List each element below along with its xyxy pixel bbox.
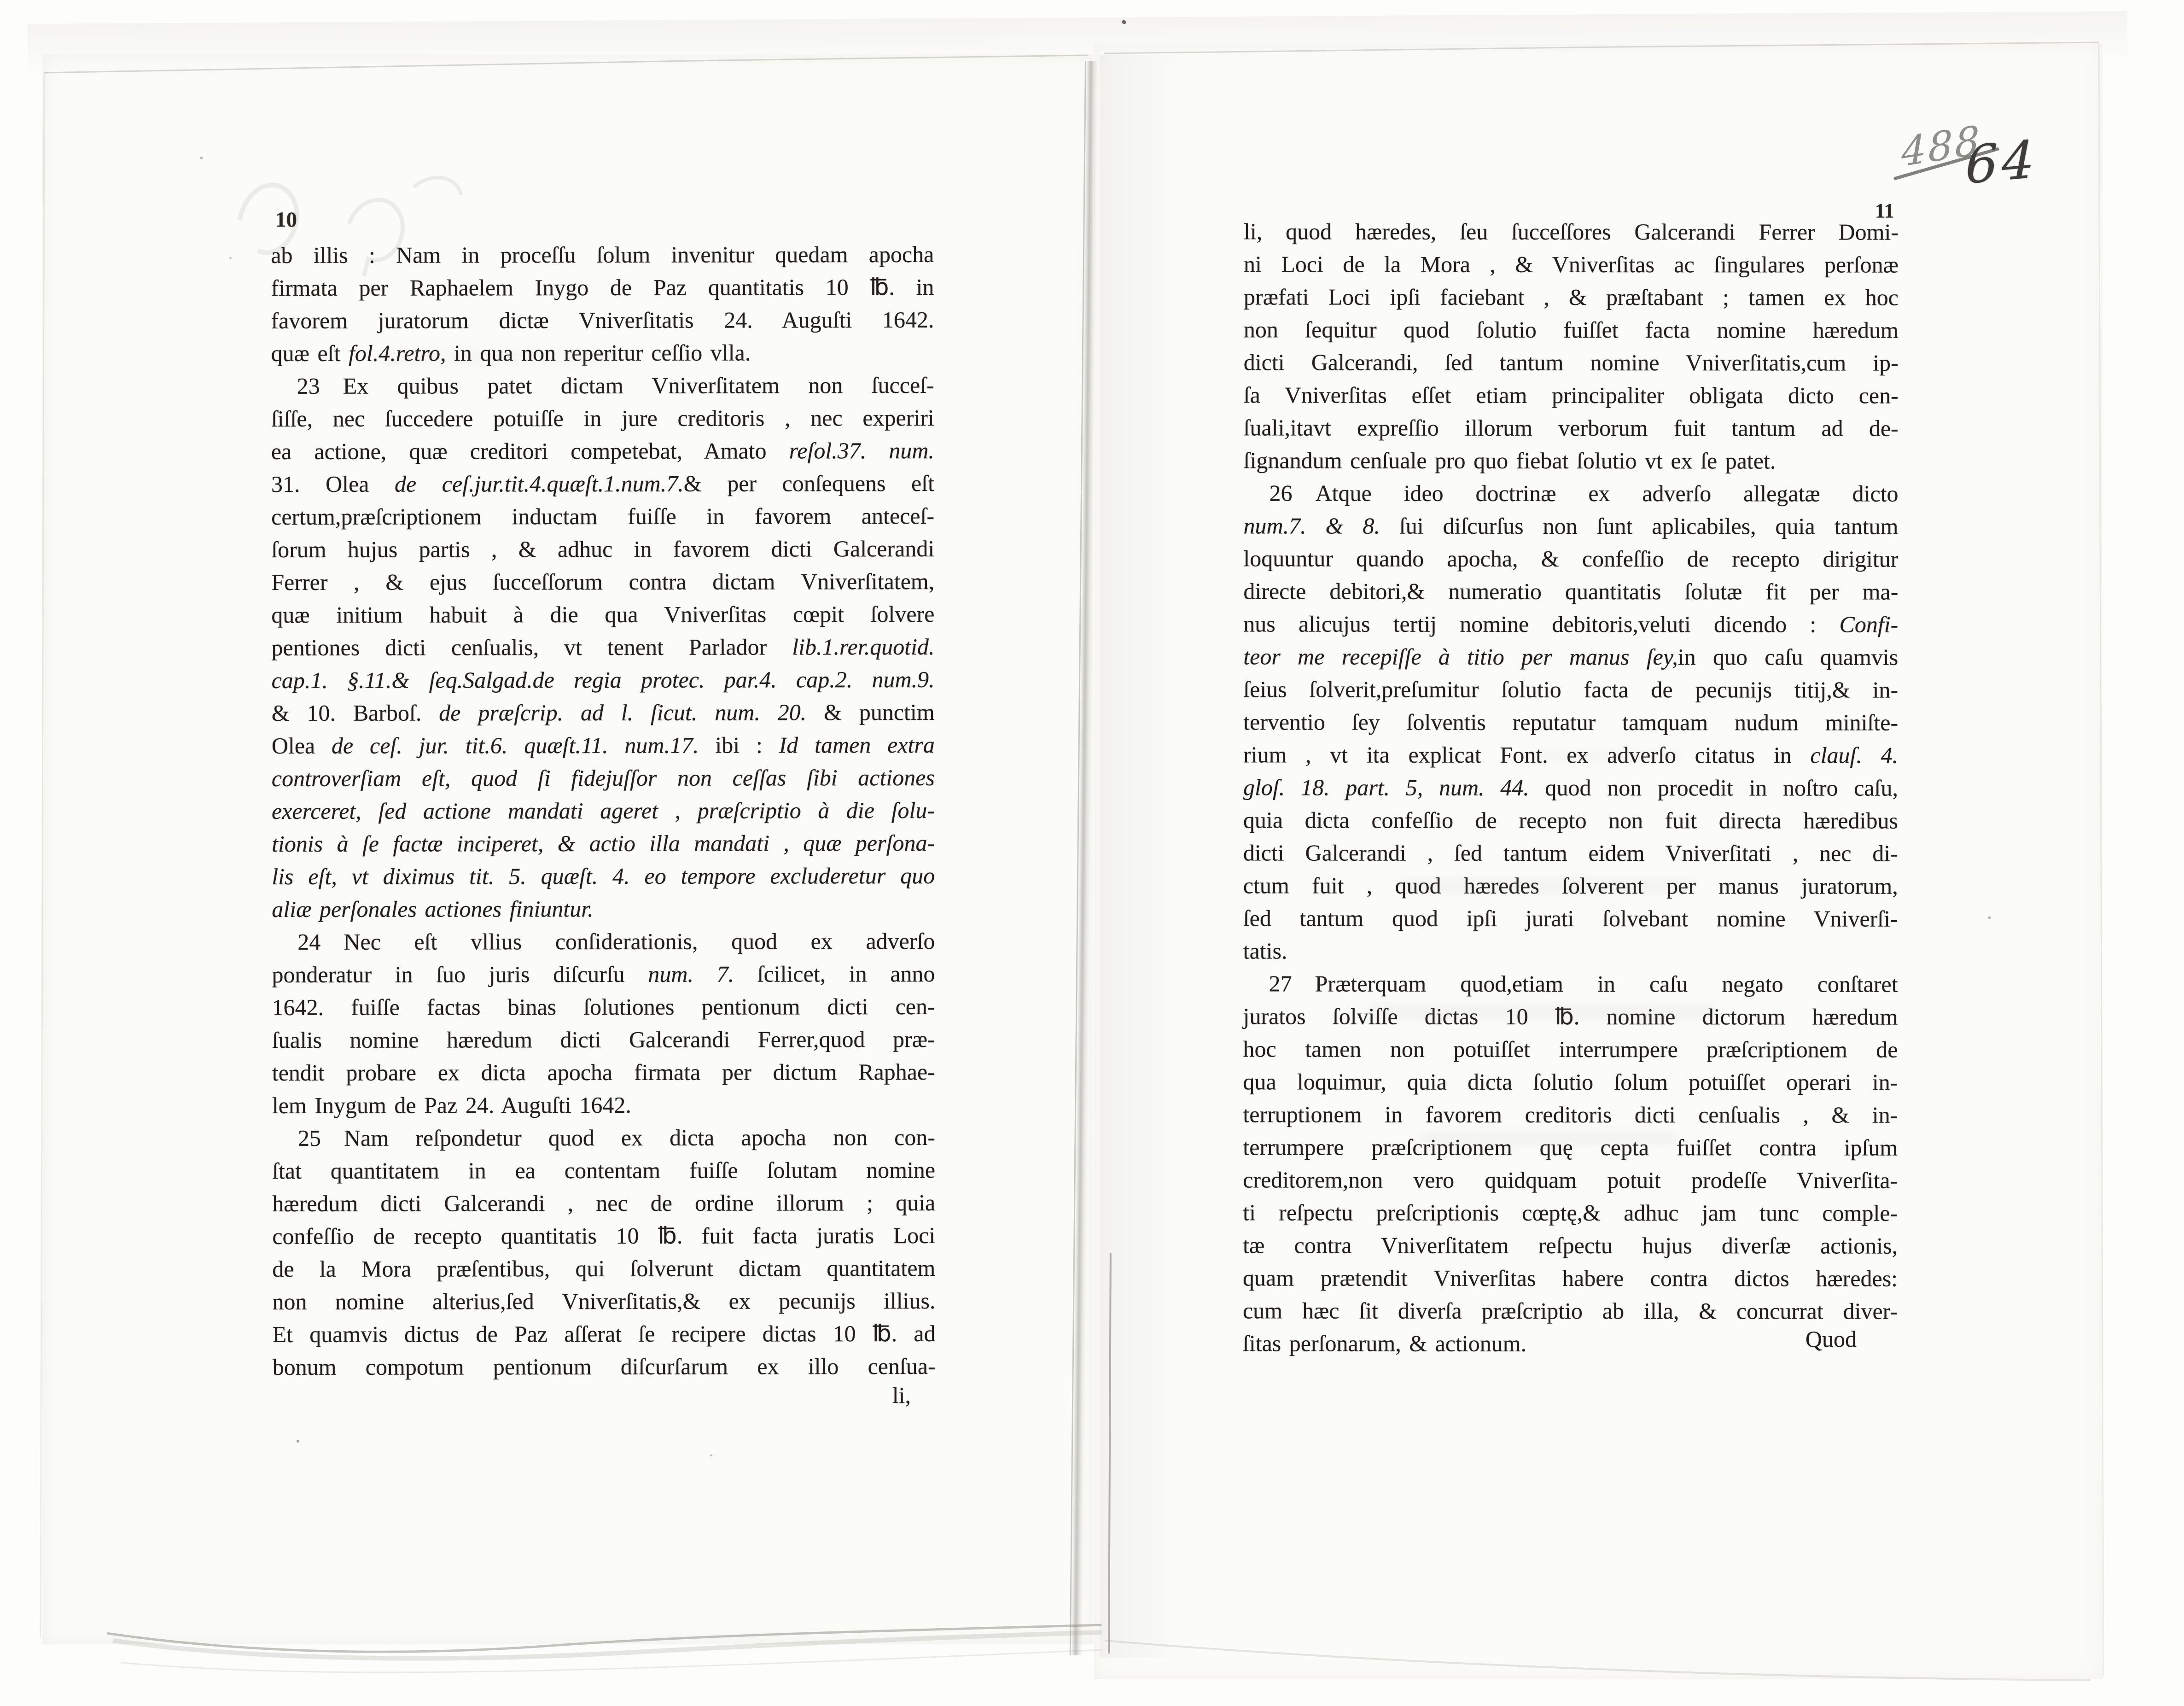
text-segment: terventio ſey ſolventis reputatur tamquam nudum miniſte- — [1243, 709, 1899, 736]
text-line — [1243, 804, 1898, 837]
text-line — [272, 1219, 935, 1253]
text-segment: dicti Galcerandi , ſed tantum eidem Vniverſitati , nec di- — [1243, 840, 1898, 866]
text-segment: & per conſequens eſt — [683, 470, 935, 497]
text-line — [1243, 935, 1898, 968]
text-segment: 31. Olea — [271, 471, 395, 497]
text-line — [1243, 836, 1898, 870]
text-segment: in quo caſu quamvis — [1677, 644, 1899, 670]
italic-text-segment: lis eſt, vt diximus tit. 5. quæſt. 4. eo tempore excluderetur quo — [272, 862, 935, 890]
italic-text-segment: fol.4.retro, — [348, 340, 446, 366]
text-segment: cum hæc ſit diverſa præſcriptio ab illa, & concurrat diver- — [1242, 1297, 1898, 1324]
dust-speck — [710, 1455, 712, 1456]
text-segment: Olea — [271, 732, 332, 759]
italic-text-segment: de ceſ. jur. tit.6. quæſt.11. num.17. — [331, 732, 716, 759]
italic-text-segment: gloſ. 18. part. 5, num. 44. — [1243, 774, 1545, 800]
handwritten-folio-number: 64 — [1965, 129, 2038, 196]
text-line — [271, 565, 934, 599]
text-line — [1243, 902, 1898, 935]
text-line — [271, 304, 934, 337]
text-line — [1244, 379, 1899, 412]
text-line — [272, 827, 935, 860]
italic-text-segment: exerceret, ſed actione mandati ageret , præſcriptio à die ſolu- — [271, 797, 935, 824]
text-segment: 27 Præterquam quod,etiam in caſu negato conſtaret — [1269, 970, 1898, 997]
text-segment: ſitas perſonarum, & actionum. — [1242, 1330, 1527, 1356]
text-segment: quæ eſt — [271, 340, 349, 367]
text-line — [272, 1121, 935, 1155]
text-line — [272, 696, 935, 730]
text-line — [271, 532, 934, 566]
right-text-block — [1243, 215, 1899, 1360]
text-segment: hæredum dicti Galcerandi , nec de ordine illorum ; quia — [272, 1189, 936, 1217]
bleedthrough-smudge — [378, 350, 617, 366]
text-segment: ponderatur in ſuo juris diſcurſu — [272, 961, 648, 988]
italic-text-segment: teor me recepiſſe à titio per manus ſey, — [1243, 643, 1678, 670]
text-line — [1243, 1294, 1898, 1327]
text-line — [271, 369, 934, 403]
text-segment: ctum fuit , quod hæredes ſolverent per manus juratorum, — [1243, 872, 1898, 899]
text-segment: qua loquimur, quia dicta ſolutio ſolum potuiſſet operari in- — [1243, 1069, 1898, 1095]
text-segment: in qua non reperitur ceſſio vlla. — [446, 339, 751, 366]
text-segment: terrumpere præſcriptionem quę cepta fuiſſet contra ipſum — [1243, 1134, 1898, 1161]
text-line — [271, 500, 934, 533]
handwritten-crossed-number: 488 — [1901, 117, 1982, 176]
dust-speck — [229, 257, 232, 259]
text-segment: & 10. Barboſ. — [271, 700, 439, 726]
text-line — [1243, 967, 1898, 1000]
text-segment: quod non procedit in noſtro caſu, — [1545, 774, 1899, 801]
italic-text-segment: aliæ perſonales actiones finiuntur. — [272, 896, 594, 923]
text-line — [1244, 477, 1899, 510]
text-segment: dicti Galcerandi, ſed tantum nomine Vniverſitatis,cum ip- — [1243, 349, 1899, 376]
text-line — [1243, 1196, 1898, 1229]
text-segment: ab illis : Nam in proceſſu ſolum invenitur quedam apocha — [271, 241, 934, 269]
text-line — [272, 958, 935, 991]
text-line — [272, 1285, 935, 1318]
dust-speck — [297, 1440, 299, 1443]
text-segment: nus alicujus tertij nomine debitoris,veluti dicendo : — [1243, 611, 1840, 637]
text-line — [271, 598, 934, 631]
text-segment: ibi : — [715, 732, 779, 758]
text-segment: juratos ſolviſſe dictas 10 ℔. nomine dictorum hæredum — [1243, 1003, 1898, 1030]
text-line — [1244, 280, 1899, 314]
italic-text-segment: controverſiam eſt, quod ſi fidejuſſor non ceſſas ſibi actiones — [271, 764, 935, 792]
bleedthrough-smudge — [1400, 877, 1695, 894]
deckle-edge-right — [1105, 1641, 2091, 1680]
text-segment: 24 Nec eſt vllius conſiderationis, quod ex adverſo — [297, 928, 935, 955]
text-line — [271, 271, 934, 304]
text-segment: ni Loci de la Mora , & Vniverſitas ac ſingulares perſonæ — [1243, 251, 1899, 278]
text-line — [271, 631, 934, 664]
text-line — [1243, 1262, 1898, 1295]
text-line — [1243, 706, 1898, 739]
text-line — [1244, 411, 1899, 444]
text-segment: tæ contra Vniverſitatem reſpectu hujus diverſæ actionis, — [1243, 1232, 1898, 1259]
text-line — [1244, 313, 1899, 346]
text-segment: ſa Vniverſitas eſſet etiam principaliter obligata dicto cen- — [1243, 382, 1899, 409]
text-line — [273, 1317, 936, 1351]
text-line — [272, 1186, 935, 1220]
text-line — [1244, 248, 1899, 281]
left-text-block — [271, 238, 935, 1384]
text-segment: certum,præſcriptionem inductam fuiſſe in favorem anteceſ- — [271, 502, 935, 530]
bleedthrough-smudge — [1421, 1131, 1678, 1146]
text-segment: terruptionem in favorem creditoris dicti cenſualis , & in- — [1243, 1101, 1898, 1128]
text-line — [1243, 1033, 1898, 1066]
text-segment: ſtat quantitatem in ea contentam fuiſſe ſolutam nomine — [272, 1157, 936, 1184]
text-line — [1243, 673, 1898, 706]
text-segment: bonum compotum pentionum diſcurſarum ex illo cenſua- — [272, 1353, 936, 1380]
catchword-left: li, — [892, 1382, 911, 1408]
text-segment: quæ initium habuit à die qua Vniverſitas cœpit ſolvere — [271, 601, 935, 628]
text-line — [1244, 215, 1899, 248]
italic-text-segment: num.7. & 8. — [1243, 513, 1399, 539]
text-line — [1243, 542, 1898, 575]
italic-text-segment: cap.1. §.11.& ſeq.Salgad.de regia protec. par.4. cap.2. num.9. — [271, 666, 935, 694]
text-segment: ſualis nomine hæredum dicti Galcerandi Ferrer,quod præ- — [272, 1026, 935, 1053]
text-line — [1244, 444, 1899, 477]
italic-text-segment: clauſ. 4. — [1810, 742, 1899, 768]
text-line — [272, 663, 935, 697]
text-segment: ti reſpectu preſcriptionis cœptę,& adhuc jam tunc comple- — [1243, 1199, 1898, 1226]
text-segment: ſiſſe, nec ſuccedere potuiſſe in jure creditoris , nec experiri — [271, 404, 934, 432]
text-line — [272, 761, 935, 795]
italic-text-segment: Confi- — [1839, 611, 1899, 637]
text-line — [273, 1350, 936, 1384]
italic-text-segment: de præſcrip. ad l. ſicut. num. 20. — [439, 699, 824, 726]
text-segment: firmata per Raphaelem Inygo de Paz quantitatis 10 ℔. in — [271, 274, 934, 301]
text-line — [1243, 608, 1898, 641]
text-segment: hoc tamen non potuiſſet interrumpere præſcriptionem de — [1243, 1036, 1898, 1063]
italic-text-segment: de ceſ.jur.tit.4.quæſt.1.num.7. — [394, 470, 684, 497]
text-line — [271, 467, 934, 501]
text-segment: ſui diſcurſus non ſunt aplicabiles, quia tantum — [1399, 513, 1899, 539]
text-segment: lem Inygum de Paz 24. Auguſti 1642. — [272, 1092, 631, 1119]
bleedthrough-smudge — [1365, 1004, 1715, 1022]
text-segment: 23 Ex quibus patet dictam Vniverſitatem non ſucceſ- — [297, 372, 934, 399]
text-segment: & punctim — [824, 699, 935, 725]
text-line — [1243, 1163, 1898, 1197]
text-line — [1243, 1065, 1898, 1098]
text-segment: favorem juratorum dictæ Vniverſitatis 24. Auguſti 1642. — [271, 306, 934, 334]
text-line — [272, 729, 935, 762]
text-line — [272, 1023, 935, 1057]
text-line — [272, 794, 935, 828]
text-segment: loquuntur quando apocha, & confeſſio de recepto dirigitur — [1243, 545, 1899, 572]
text-segment: 25 Nam reſpondetur quod ex dicta apocha non con- — [297, 1124, 936, 1151]
text-segment: ſignandum cenſuale pro quo fiebat ſolutio vt ex ſe patet. — [1243, 447, 1776, 474]
italic-text-segment: Id tamen extra — [779, 731, 935, 758]
text-segment: ſeius ſolverit,preſumitur ſolutio facta de pecunijs titij,& in- — [1243, 676, 1899, 703]
text-line — [1243, 1229, 1898, 1262]
text-segment: tatis. — [1243, 938, 1287, 964]
italic-text-segment: num. 7. — [648, 961, 757, 987]
text-segment: quam prætendit Vniverſitas habere contra dictos hæredes: — [1243, 1265, 1898, 1291]
text-line — [271, 434, 934, 468]
italic-text-segment: reſol.37. num. — [789, 437, 934, 464]
text-segment: rium , vt ita explicat Font. ex adverſo citatus in — [1243, 742, 1811, 768]
text-segment: ea actione, quæ creditori competebat, Amato — [271, 438, 789, 465]
text-segment: non ſequitur quod ſolutio fuiſſet facta nomine hæredum — [1243, 316, 1899, 343]
text-line — [272, 990, 935, 1024]
text-segment: non nomine alterius,ſed Vniverſitatis,& ex pecunijs illius. — [272, 1287, 936, 1315]
text-segment: creditorem,non vero quidquam potuit prodeſſe Vniverſita- — [1243, 1167, 1898, 1193]
text-line — [272, 892, 935, 926]
italic-text-segment: lib.1.rer.quotid. — [792, 633, 935, 660]
text-segment: li, quod hæredes, ſeu ſucceſſores Galcerandi Ferrer Domi- — [1244, 218, 1899, 245]
text-segment: ſed tantum quod ipſi jurati ſolvebant nomine Vniverſi- — [1243, 905, 1898, 932]
text-segment: Ferrer , & ejus ſucceſſorum contra dictam Vniverſitatem, — [271, 568, 935, 596]
text-line — [271, 238, 934, 272]
text-segment: de la Mora præſentibus, qui ſolverunt dictam quantitatem — [272, 1255, 936, 1282]
text-line — [272, 925, 935, 958]
text-line — [272, 1154, 935, 1187]
text-segment: pentiones dicti cenſualis, vt tenent Parlador — [271, 634, 792, 661]
text-line — [272, 1056, 935, 1089]
text-line — [1244, 346, 1899, 379]
italic-text-segment: tionis à ſe factæ inciperet, & actio illa mandati , quæ perſona- — [272, 830, 935, 857]
text-segment: ſorum hujus partis , & adhuc in favorem dicti Galcerandi — [271, 535, 935, 563]
text-segment: Et quamvis dictus de Paz aſſerat ſe recipere dictas 10 ℔. ad — [272, 1320, 936, 1348]
page-number-right: 11 — [1875, 199, 1894, 222]
dust-speck — [1988, 917, 1991, 919]
text-segment: 26 Atque ideo doctrinæ ex adverſo allegatæ dicto — [1269, 480, 1899, 507]
text-line — [1243, 1098, 1898, 1131]
text-segment: tendit probare ex dicta apocha firmata per dictum Raphae- — [272, 1058, 935, 1086]
text-line — [272, 1088, 935, 1122]
bleedthrough-smudge — [1533, 748, 1681, 762]
text-line — [271, 402, 934, 435]
text-segment: quia dicta confeſſio de recepto non fuit directa hæredibus — [1243, 807, 1898, 834]
text-line — [1243, 640, 1898, 673]
text-line — [1243, 771, 1898, 804]
text-segment: ſcilicet, in anno — [757, 960, 935, 987]
text-segment: confeſſio de recepto quantitatis 10 ℔. fuit facta juratis Loci — [272, 1222, 936, 1250]
text-segment: 1642. fuiſſe factas binas ſolutiones pentionum dicti cen- — [272, 993, 935, 1021]
text-segment: directe debitori,& numeratio quantitatis ſolutæ fit per ma- — [1243, 578, 1899, 605]
text-line — [1243, 509, 1898, 543]
dust-speck — [200, 157, 203, 159]
text-line — [1243, 575, 1898, 608]
catchword-right: Quod — [1805, 1326, 1857, 1352]
text-line — [272, 1252, 935, 1285]
text-segment: præfati Loci ipſi faciebant , & præſtabant ; tamen ex hoc — [1243, 284, 1899, 310]
page-number-left: 10 — [275, 208, 297, 232]
text-segment: ſuali,itavt expreſſio illorum verborum fuit tantum ad de- — [1243, 415, 1899, 441]
text-line — [272, 859, 935, 893]
